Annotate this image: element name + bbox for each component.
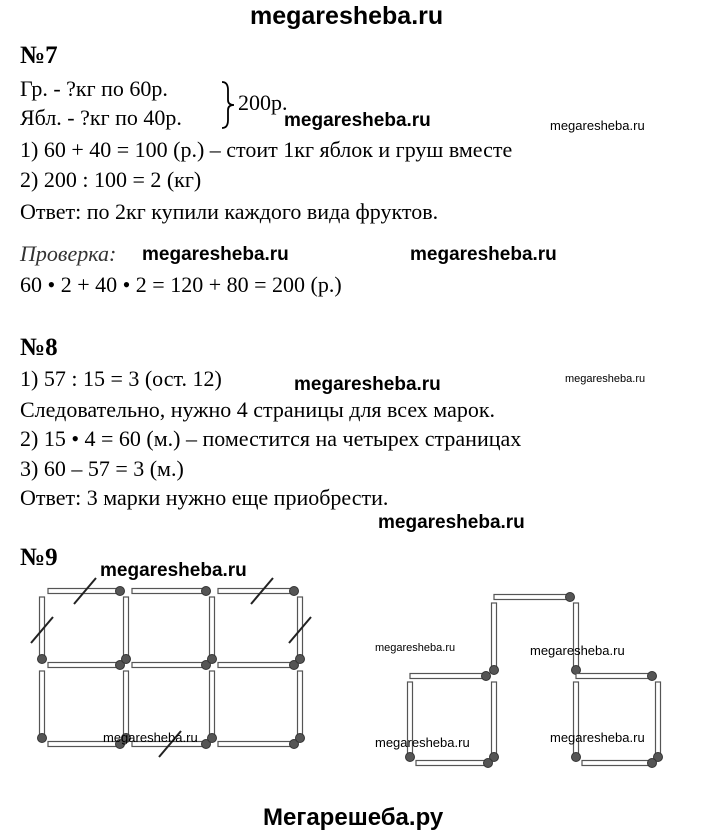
- matchstick: [582, 761, 652, 766]
- matchstick-head: [116, 587, 125, 596]
- matchstick: [218, 663, 294, 668]
- task7-given-pears: Гр. - ?кг по 60р.: [20, 76, 168, 101]
- watermark: megaresheba.ru: [550, 118, 645, 133]
- matchstick: [576, 674, 652, 679]
- matchstick-figures: [0, 570, 720, 785]
- task7-answer: Ответ: по 2кг купили каждого вида фруктов.: [20, 199, 439, 224]
- matchstick-head: [648, 759, 657, 768]
- brace-icon: [218, 80, 238, 130]
- footer-site-title: Мегарешеба.ру: [263, 804, 444, 831]
- matchstick-head: [490, 666, 499, 675]
- watermark: megaresheba.ru: [375, 642, 456, 654]
- task7-check-expression: 60 • 2 + 40 • 2 = 120 + 80 = 200 (р.): [20, 272, 342, 297]
- matchstick: [410, 674, 486, 679]
- matchstick: [124, 597, 129, 659]
- matchstick-head: [38, 655, 47, 664]
- matchstick-head: [122, 655, 131, 664]
- task8-step2: 2) 15 • 4 = 60 (м.) – поместится на четырех страницах: [20, 426, 522, 451]
- matchstick: [48, 663, 120, 668]
- matchstick: [656, 682, 661, 757]
- watermark: megaresheba.ru: [142, 244, 289, 265]
- check-label-colon: :: [108, 241, 117, 266]
- task7-step2: 2) 200 : 100 = 2 (кг): [20, 167, 202, 192]
- watermark: megaresheba.ru: [410, 244, 557, 265]
- task7-brace-total: 200р.: [238, 90, 288, 115]
- matchstick-head: [648, 672, 657, 681]
- task8-note: Следовательно, нужно 4 страницы для всех марок.: [20, 397, 496, 422]
- matchstick: [574, 603, 579, 670]
- matchstick-head: [484, 759, 493, 768]
- matchstick: [210, 597, 215, 659]
- task8-answer: Ответ: 3 марки нужно еще приобрести.: [20, 485, 389, 510]
- matchstick-head: [296, 734, 305, 743]
- matchstick-head: [572, 753, 581, 762]
- matchstick: [298, 671, 303, 738]
- matchstick: [494, 595, 570, 600]
- watermark: megaresheba.ru: [294, 374, 441, 395]
- task8-step3: 3) 60 – 57 = 3 (м.): [20, 456, 184, 481]
- matchstick: [492, 603, 497, 670]
- matchstick: [492, 682, 497, 757]
- matchstick-head: [38, 734, 47, 743]
- matchstick-head: [290, 587, 299, 596]
- check-label-text: Проверка: [20, 241, 109, 266]
- matchstick: [132, 663, 206, 668]
- matchstick-head: [202, 587, 211, 596]
- task8-number: №8: [20, 334, 58, 361]
- matchstick-head: [208, 734, 217, 743]
- matchstick-head: [482, 672, 491, 681]
- watermark: megaresheba.ru: [550, 730, 645, 745]
- matchstick: [218, 742, 294, 747]
- matchstick: [124, 671, 129, 738]
- matchstick-head: [296, 655, 305, 664]
- matchstick: [218, 589, 294, 594]
- watermark: megaresheba.ru: [284, 110, 431, 131]
- matchstick: [574, 682, 579, 757]
- header-site-title: megaresheba.ru: [250, 2, 444, 30]
- task7-step1: 1) 60 + 40 = 100 (р.) – стоит 1кг яблок и груш вместе: [20, 137, 513, 162]
- task7-number: №7: [20, 42, 58, 69]
- matchstick: [210, 671, 215, 738]
- watermark: megaresheba.ru: [378, 512, 525, 533]
- matchstick-head: [208, 655, 217, 664]
- matchstick-head: [566, 593, 575, 602]
- watermark: megaresheba.ru: [530, 643, 625, 658]
- matchstick-head: [406, 753, 415, 762]
- matchstick: [416, 761, 488, 766]
- watermark: megaresheba.ru: [565, 373, 646, 385]
- matchstick: [40, 671, 45, 738]
- matchstick: [132, 589, 206, 594]
- watermark: megaresheba.ru: [103, 730, 198, 745]
- watermark: megaresheba.ru: [100, 560, 247, 581]
- task7-given-apples: Ябл. - ?кг по 40р.: [20, 105, 182, 130]
- watermark: megaresheba.ru: [375, 735, 470, 750]
- task9-number: №9: [20, 544, 58, 571]
- task7-check-label: [20, 241, 116, 267]
- task8-step1: 1) 57 : 15 = 3 (ост. 12): [20, 366, 222, 391]
